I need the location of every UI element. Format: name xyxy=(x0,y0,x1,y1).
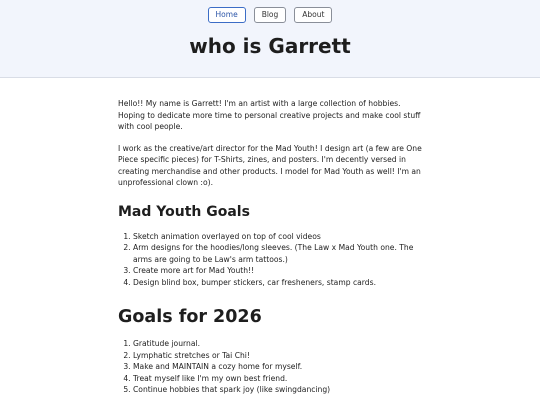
mad-youth-goals-list xyxy=(118,231,423,289)
list-item: 4. Treat myself like I'm my own best friend. xyxy=(133,373,423,385)
list-item: 1. Gratitude journal. xyxy=(133,338,423,350)
site-header xyxy=(0,0,540,78)
intro-paragraph-1: Hello!! My name is Garrett! I'm an artist with a large collection of hobbies. Hoping to dedicate more time to personal creative projects and make cool stuff with cool people. xyxy=(118,99,421,131)
list-item: 2. Lymphatic stretches or Tai Chi! xyxy=(133,350,423,362)
nav-home-link[interactable]: Home xyxy=(208,7,246,23)
list-item: 3. Create more art for Mad Youth!! xyxy=(133,265,423,277)
list-item: 2. Arm designs for the hoodies/long sleeves. (The Law x Mad Youth one. The arms are going to be Law's arm tattoos.) xyxy=(133,242,423,265)
list-item: 5. Continue hobbies that spark joy (like swingdancing) xyxy=(133,384,423,396)
nav-about-link[interactable]: About xyxy=(294,7,332,23)
intro-paragraph-2: I work as the creative/art director for the Mad Youth! I design art (a few are One Piece specific pieces) for T-Shirts, zines, and posters. I'm decently versed in creating merchandise and other products. I model for Mad Youth as well! I'm an unprofessional clown :o). xyxy=(118,143,422,187)
main-content xyxy=(118,98,423,396)
mad-youth-goals-heading: Mad Youth Goals xyxy=(118,203,250,220)
top-nav xyxy=(0,7,540,23)
goals-2026-list xyxy=(118,338,423,396)
goals-2026-heading: Goals for 2026 xyxy=(118,307,262,327)
list-item: 3. Make and MAINTAIN a cozy home for myself. xyxy=(133,361,423,373)
site-title: who is Garrett xyxy=(189,34,351,58)
list-item: 1. Sketch animation overlayed on top of cool videos xyxy=(133,231,423,243)
list-item: 4. Design blind box, bumper stickers, car fresheners, stamp cards. xyxy=(133,277,423,289)
nav-blog-link[interactable]: Blog xyxy=(254,7,287,23)
